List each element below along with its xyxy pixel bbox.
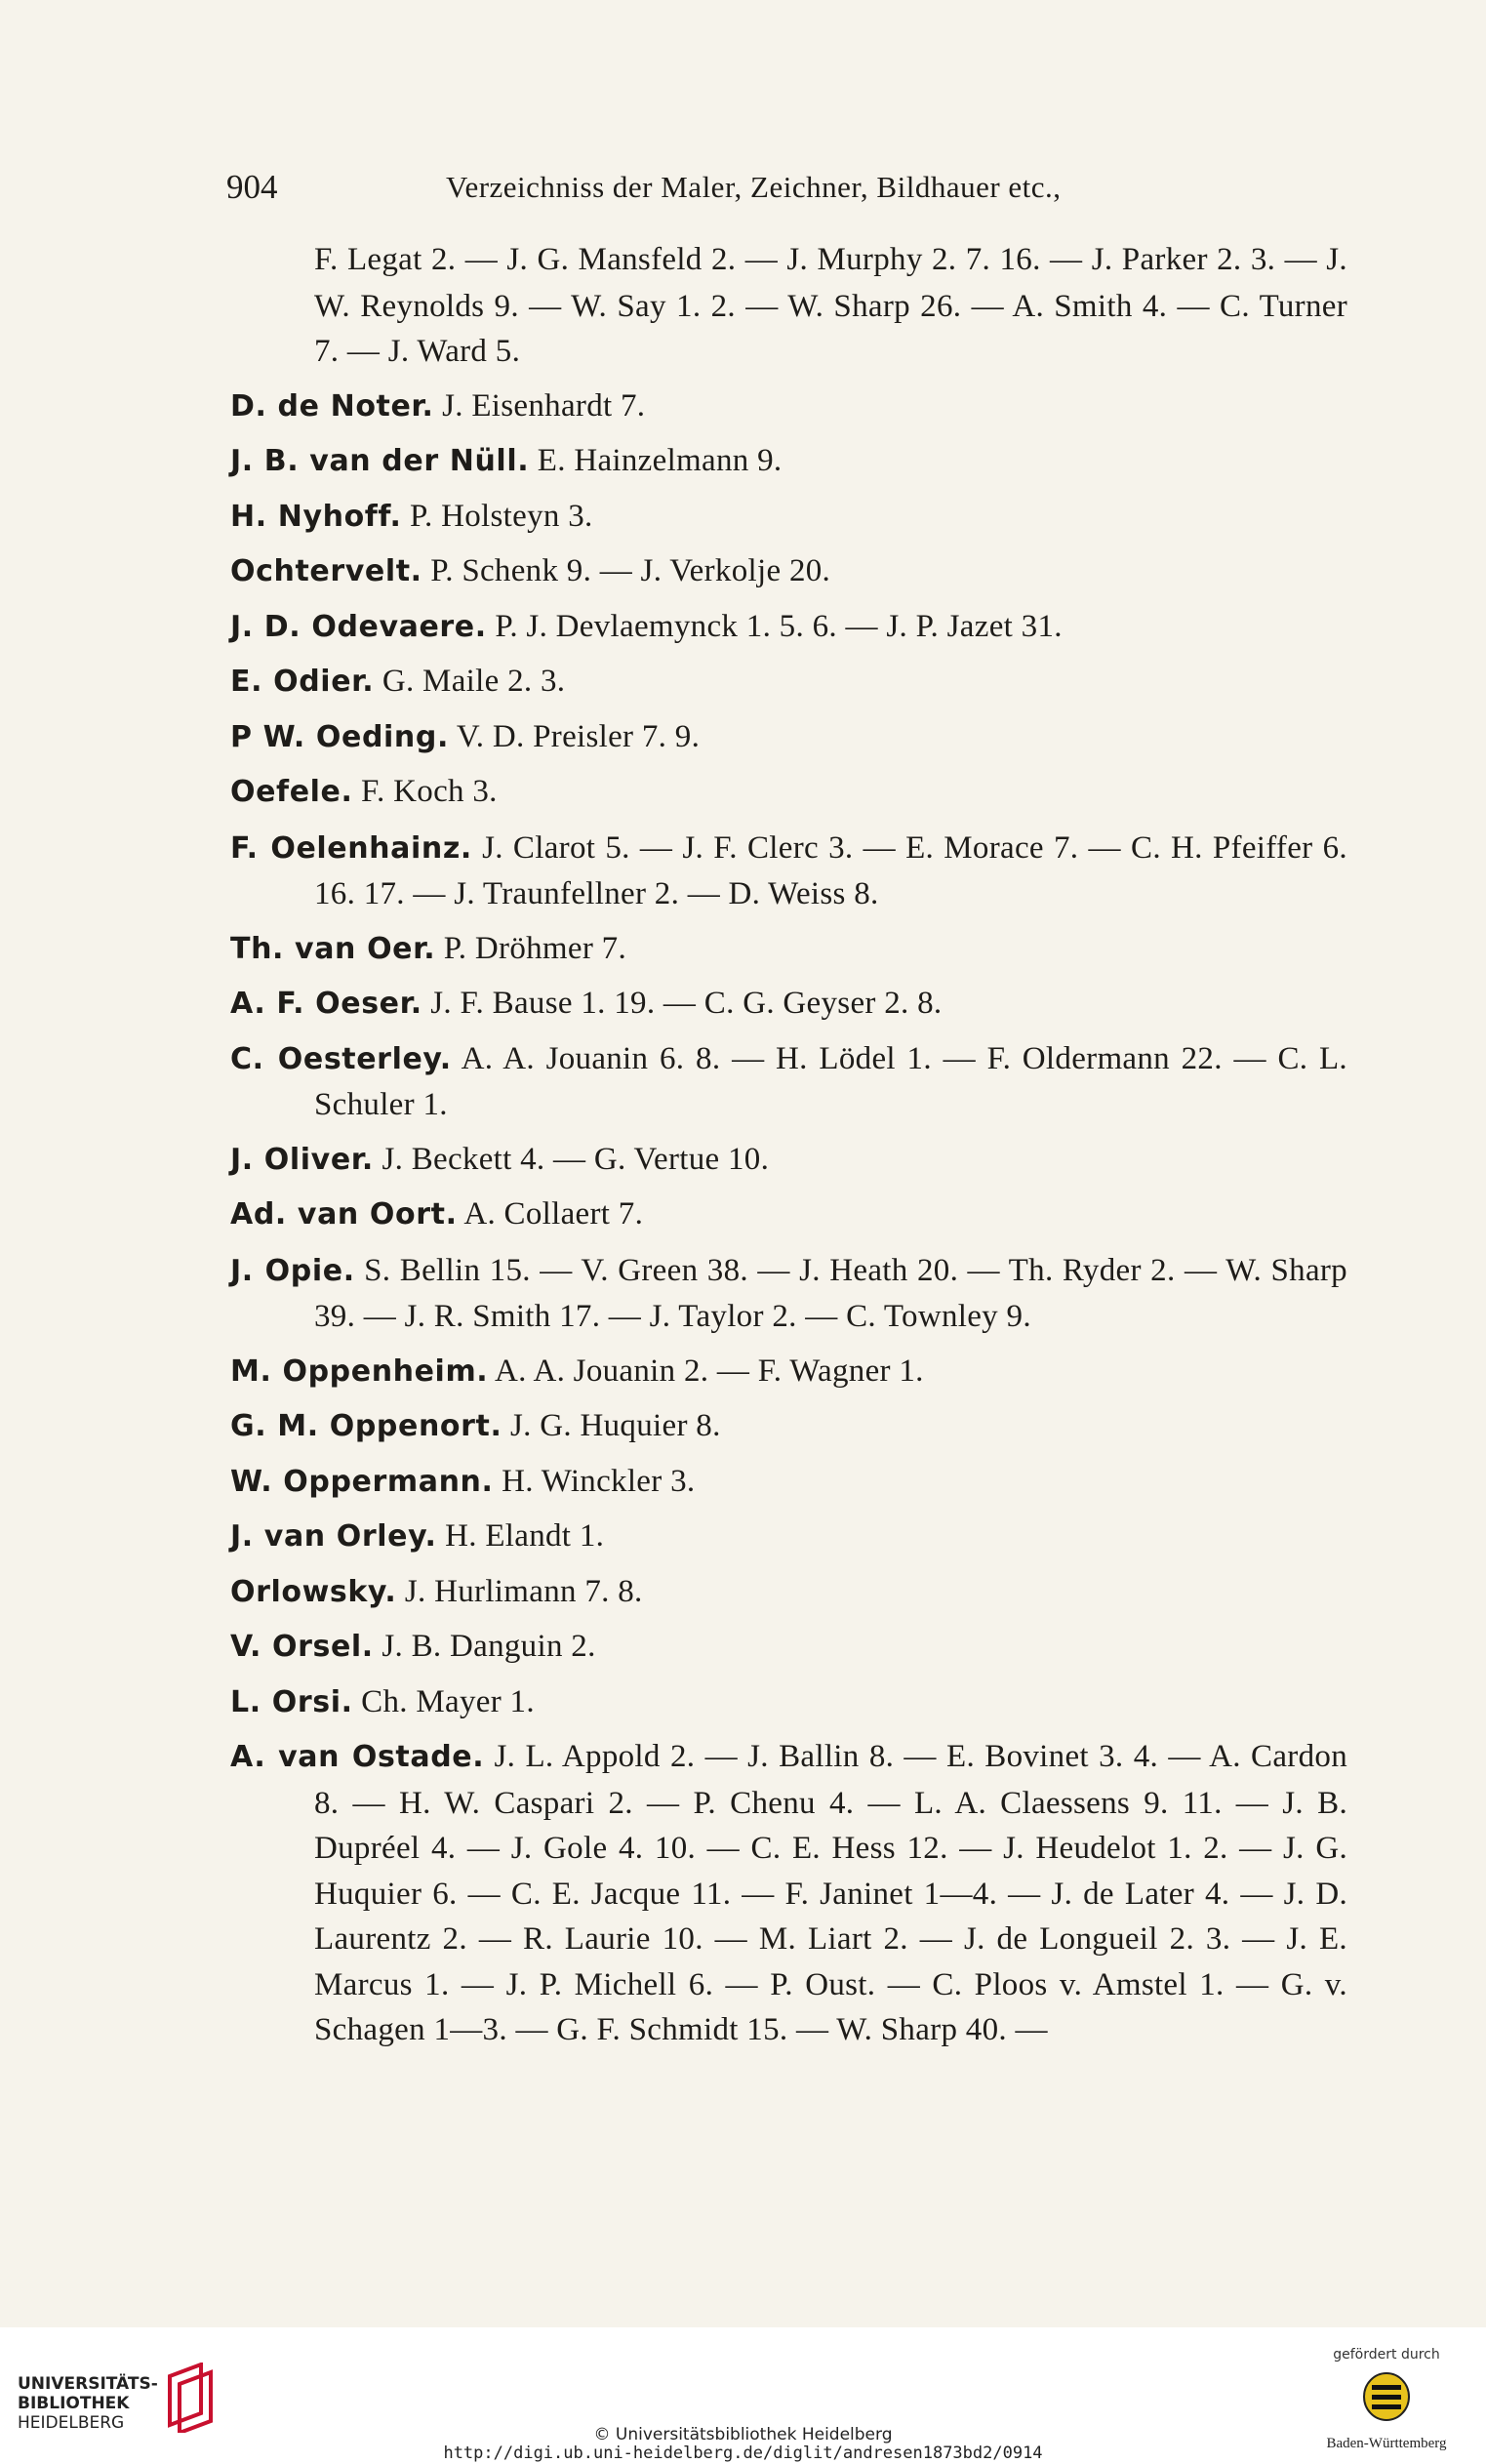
engraver-list: H. Winckler 3. [502,1463,696,1499]
artist-name: W. Oppermann. [230,1464,494,1499]
index-entry [230,1514,1347,1560]
artist-name: Ochtervelt. [230,554,422,588]
index-entry [230,926,1347,973]
artist-name: Oefele. [230,775,353,809]
artist-name: A. F. Oeser. [230,987,422,1021]
library-name [18,2374,158,2433]
index-entry [230,714,1347,761]
index-entry [230,1734,1347,2053]
artist-name: V. Orsel. [230,1630,374,1664]
library-name-line: HEIDELBERG [18,2413,125,2433]
page-header [226,168,1348,217]
artist-name: J. van Orley. [230,1519,437,1554]
index-entry [230,1459,1347,1506]
artist-name: Ad. van Oort. [230,1197,458,1232]
index-entry [230,604,1347,651]
engraver-list: P. Dröhmer 7. [443,930,627,966]
engraver-list: S. Bellin 15. — V. Green 38. — J. Heath 20. — Th. Ryder 2. — W. Sharp 39. — J. R. Smith 17. — J. Taylor 2. — C. Townley 9. [314,1252,1347,1334]
library-mark-icon [162,2363,219,2433]
index-entry [230,1036,1347,1128]
artist-name: P W. Oeding. [230,719,449,754]
engraver-list: A. A. Jouanin 2. — F. Wagner 1. [495,1353,924,1389]
artist-name: M. Oppenheim. [230,1353,489,1389]
index-entry [230,1349,1347,1395]
index-entry [230,384,1347,430]
engraver-list: J. Clarot 5. — J. F. Clerc 3. — E. Morace 7. — C. H. Pfeiffer 6. 16. 17. — J. Traunfellner 2. — D. Weiss 8. [314,829,1347,911]
index-entry [230,1403,1347,1450]
engraver-list: E. Hainzelmann 9. [537,443,783,478]
engraver-list: G. Maile 2. 3. [382,664,566,699]
artist-name: Orlowsky. [230,1574,397,1609]
artist-name: A. van Ostade. [230,1740,485,1774]
page-number: 904 [226,168,278,206]
engraver-list: P. Schenk 9. — J. Verkolje 20. [430,553,831,588]
index-entry [230,769,1347,816]
artist-name: G. M. Oppenort. [230,1409,502,1443]
engraver-list: H. Elandt 1. [445,1518,605,1554]
sponsor-name: Baden-Württemberg [1326,2436,1447,2451]
index-entry [230,981,1347,1028]
index-entry [230,1137,1347,1184]
index-entry [230,237,1347,375]
running-title: Verzeichniss der Maler, Zeichner, Bildhauer etc., [446,170,1062,204]
index-entry [230,548,1347,595]
engraver-list: V. D. Preisler 7. 9. [456,718,701,754]
index-entry [230,1624,1347,1671]
index-entry [230,1248,1347,1340]
index-entry [230,659,1347,706]
artist-name: J. B. van der Nüll. [230,444,530,478]
artist-name: D. de Noter. [230,388,434,424]
engraver-list: J. Eisenhardt 7. [442,387,646,424]
engraver-list: P. J. Devlaemynck 1. 5. 6. — J. P. Jazet 31. [495,608,1063,644]
engraver-list: A. A. Jouanin 6. 8. — H. Lödel 1. — F. Oldermann 22. — C. L. Schuler 1. [314,1040,1347,1122]
engraver-list: F. Legat 2. — J. G. Mansfeld 2. — J. Murphy 2. 7. 16. — J. Parker 2. 3. — J. W. Reynolds 9. — W. Say 1. 2. — W. Sharp 26. — A. Smith 4. — C. Turner 7. — J. Ward 5. [314,242,1347,369]
engraver-list: J. B. Danguin 2. [382,1629,596,1664]
index-entry [230,826,1347,917]
engraver-list: Ch. Mayer 1. [361,1683,535,1719]
engraver-list: J. Beckett 4. — G. Vertue 10. [382,1141,770,1177]
index-entry [230,1569,1347,1616]
source-url-link[interactable]: http://digi.ub.uni-heidelberg.de/diglit/andresen1873bd2/0914 [443,2444,1043,2463]
engraver-list: J. G. Huquier 8. [510,1408,721,1443]
sponsor-block [1308,2347,1465,2454]
artist-name: F. Oelenhainz. [230,830,472,866]
engraver-list: J. F. Bause 1. 19. — C. G. Geyser 2. 8. [430,986,943,1021]
artist-name: E. Odier. [230,665,375,699]
index-entry [230,1679,1347,1726]
artist-name: H. Nyhoff. [230,499,402,534]
index-entry [230,494,1347,541]
engraver-list: P. Holsteyn 3. [410,498,593,534]
artist-name: L. Orsi. [230,1684,353,1719]
engraver-list: J. Hurlimann 7. 8. [404,1573,643,1609]
artist-name: Th. van Oer. [230,931,436,966]
coat-of-arms-icon [1362,2371,1411,2422]
library-name-line: BIBLIOTHEK [18,2394,130,2413]
digitization-footer [0,2327,1486,2464]
artist-name: J. Oliver. [230,1142,374,1177]
artist-name: J. Opie. [230,1253,355,1288]
copyright-notice: © Universitätsbibliothek Heidelberg [593,2425,893,2444]
index-entries [230,237,1347,2062]
library-name-line: UNIVERSITÄTS- [18,2374,158,2394]
index-entry [230,438,1347,485]
sponsor-label: gefördert durch [1333,2347,1440,2363]
index-entry [230,1192,1347,1238]
artist-name: J. D. Odevaere. [230,609,487,644]
engraver-list: F. Koch 3. [361,774,498,809]
artist-name: C. Oesterley. [230,1041,452,1076]
engraver-list: A. Collaert 7. [463,1196,644,1232]
engraver-list: J. L. Appold 2. — J. Ballin 8. — E. Bovinet 3. 4. — A. Cardon 8. — H. W. Caspari 2. — P. Chenu 4. — L. A. Claessens 9. 11. — J. B. Dupréel 4. — J. Gole 4. 10. — C. E. Hess 12. — J. Heudelot 1. 2. — J. G. Huquier 6. — C. E. Jacque 11. — F. Janinet 1—4. — J. de Later 4. — J. D. Laurentz 2. — R. Laurie 10. — M. Liart 2. — J. de Longueil 2. 3. — J. E. Marcus 1. — J. P. Michell 6. — P. Oust. — C. Ploos v. Amstel 1. — G. v. Schagen 1—3. — G. F. Schmidt 15. — W. Sharp 40. — [314,1739,1347,2047]
